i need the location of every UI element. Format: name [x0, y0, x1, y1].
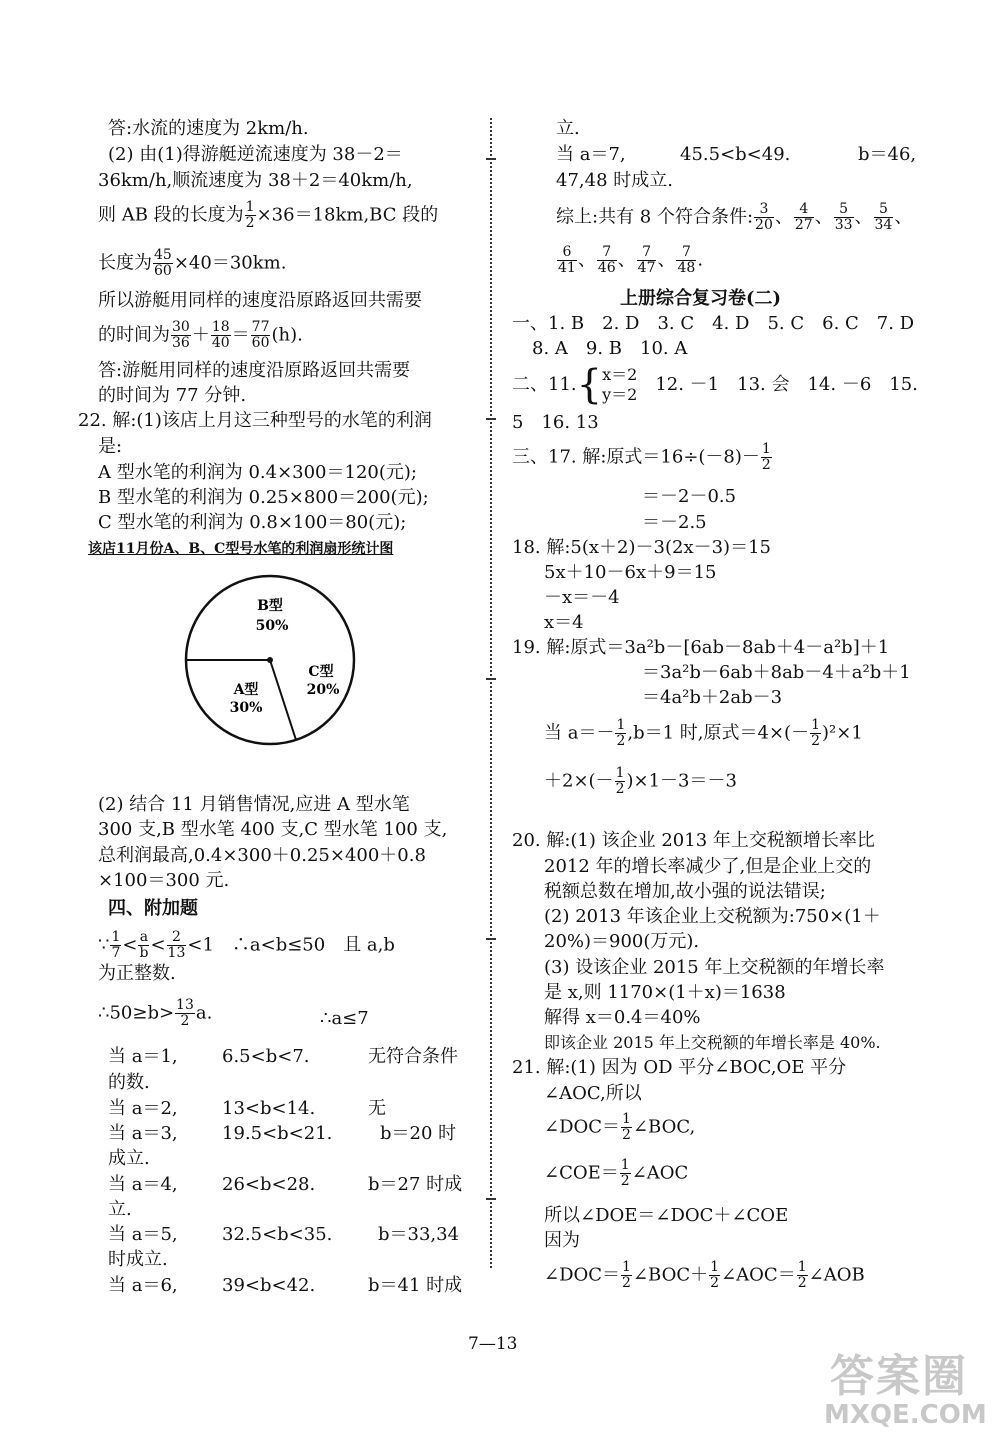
slice-label-a-name: A型	[233, 682, 259, 698]
text-line: (2) 由(1)得游艇逆流速度为 38－2＝	[108, 144, 403, 165]
slice-label-b-pct: 50%	[255, 618, 289, 634]
text-line: －x＝－4	[544, 587, 620, 608]
text-line: ＝4a²b＋2ab－3	[642, 687, 783, 708]
text-line: (2) 结合 11 月销售情况,应进 A 型水笔	[98, 794, 410, 815]
fraction: $\frac{7}{48}$	[677, 244, 696, 276]
text-line: C 型水笔的利润为 0.8×100＝80(元);	[98, 512, 407, 533]
equation-system: x＝2 y＝2	[602, 365, 638, 404]
text-line: 总利润最高,0.4×300＋0.25×400＋0.8	[98, 845, 426, 866]
text-line: ∠DOC＝ $\frac{1}{2}$ ∠BOC,	[544, 1111, 696, 1143]
case-result: b＝27 时成	[368, 1174, 463, 1195]
text-line: 即该企业 2015 年上交税额的年增长率是 40%.	[544, 1033, 881, 1052]
watermark-logo: 答案圈	[830, 1351, 968, 1402]
slice-label-b-name: B型	[257, 598, 283, 614]
answer-line: 8. A 9. B 10. A	[532, 338, 688, 359]
answer-line: 二、11.{ x＝2 y＝2 12. －1 13. 会 14. －6 15.	[512, 362, 918, 408]
case-range: 26<b<28.	[222, 1174, 316, 1195]
answer-line: 5 16. 13	[512, 412, 599, 433]
text-line: 综上:共有 8 个符合条件: $\frac{3}{20}$ 、 $\frac{4}{27}$ 、 $\frac{5}{33}$ 、 $\frac{5}{34}$ 、	[556, 201, 913, 233]
text-line: ∴a≤7	[320, 1008, 369, 1029]
answer-line: 一、1. B 2. D 3. C 4. D 5. C 6. C 7. D	[512, 313, 915, 334]
text-line: 5x＋10－6x＋9＝15	[544, 562, 717, 583]
text-line: 立.	[108, 1199, 132, 1220]
case-result: 无符合条件	[368, 1046, 458, 1067]
text-line: 18. 解:5(x＋2)－3(2x－3)＝15	[512, 537, 771, 558]
case-result: 无	[368, 1098, 386, 1119]
text-line: ∠DOC＝ $\frac{1}{2}$ ∠BOC＋ $\frac{1}{2}$ ∠AOC＝ $\frac{1}{2}$ ∠AOB	[544, 1259, 865, 1291]
text-line: 20. 解:(1) 该企业 2013 年上交税额增长率比	[512, 830, 875, 851]
case-a: 当 a＝7,	[556, 144, 626, 165]
text-line: 20%)＝900(万元).	[544, 931, 700, 952]
case-range: 13<b<14.	[222, 1098, 316, 1119]
text-line: 22. 解:(1)该店上月这三种型号的水笔的利润	[78, 410, 432, 431]
case-a: 当 a＝1,	[108, 1046, 178, 1067]
text-line: ∵ $\frac{1}{7}$ < $\frac{a}{b}$ < $\frac{2}{13}$ <1 ∴a<b≤50 且 a,b	[98, 929, 395, 961]
fraction: $\frac{1}{2}$	[245, 199, 255, 231]
text-line: ∴50≥b> $\frac{13}{2}$ a.	[98, 997, 213, 1029]
text-line: 300 支,B 型水笔 400 支,C 型水笔 100 支,	[98, 819, 448, 840]
text-line: 是 x,则 1170×(1＋x)＝1638	[544, 982, 786, 1003]
text-line: ∠AOC,所以	[544, 1083, 642, 1104]
pie-center	[267, 657, 273, 663]
case-result: b＝41 时成	[368, 1275, 463, 1296]
fraction: $\frac{3}{20}$	[755, 201, 773, 233]
text-line: 长度为 $\frac{45}{60}$ ×40＝30km.	[98, 247, 287, 279]
text-line: 当 a＝－ $\frac{1}{2}$ ,b＝1 时,原式＝4×(－ $\frac{1}{2}$ )²×1	[544, 717, 863, 749]
case-range: 39<b<42.	[222, 1275, 316, 1296]
text-line: ＋2×(－ $\frac{1}{2}$ )×1－3＝－3	[544, 765, 737, 797]
case-a: 当 a＝4,	[108, 1174, 178, 1195]
case-range: 19.5<b<21.	[222, 1123, 333, 1144]
text-line: 则 AB 段的长度为 $\frac{1}{2}$ ×36＝18km,BC 段的	[98, 199, 439, 231]
case-result: b＝20 时	[380, 1123, 457, 1144]
text-line: 是:	[98, 436, 123, 457]
fraction: $\frac{6}{41}$	[558, 244, 576, 276]
text-line: B 型水笔的利润为 0.25×800＝200(元);	[98, 487, 429, 508]
text-line: 的数.	[108, 1072, 150, 1093]
text-line: (3) 设该企业 2015 年上交税额的年增长率	[544, 957, 885, 978]
fraction: $\frac{7}{47}$	[637, 244, 656, 276]
text-line: 所以游艇用同样的速度沿原路返回共需要	[98, 290, 422, 311]
text-line: 立.	[556, 118, 580, 139]
text-line: $\frac{6}{41}$ 、 $\frac{7}{46}$ 、 $\frac{7}{47}$ 、 $\frac{7}{48}$ .	[558, 244, 704, 276]
text-line: 的时间为 77 分钟.	[98, 385, 247, 406]
case-result: b＝46,	[858, 144, 917, 165]
text-line: ＝3a²b－6ab＋8ab－4＋a²b＋1	[642, 662, 911, 683]
text-line: ∠COE＝ $\frac{1}{2}$ ∠AOC	[544, 1157, 689, 1189]
text-line: 三、17. 解:原式＝16÷(－8)－ $\frac{1}{2}$	[512, 441, 771, 473]
column-divider	[490, 118, 492, 1268]
text-line: A 型水笔的利润为 0.4×300＝120(元);	[98, 462, 417, 483]
text-line: 36km/h,顺流速度为 38＋2＝40km/h,	[98, 170, 413, 191]
text-line: 答:水流的速度为 2km/h.	[108, 118, 309, 139]
text-line: 21. 解:(1) 因为 OD 平分∠BOC,OE 平分	[512, 1057, 847, 1078]
watermark-site: MXQE.COM	[824, 1400, 987, 1430]
text-line: 为正整数.	[98, 963, 176, 984]
text-line: 答:游艇用同样的速度沿原路返回共需要	[98, 360, 411, 381]
case-a: 当 a＝3,	[108, 1123, 178, 1144]
slice-label-c-name: C型	[308, 664, 334, 680]
text-line: 2012 年的增长率减少了,但是企业上交的	[544, 856, 872, 877]
text-line: ＝－2－0.5	[642, 486, 737, 507]
fraction: $\frac{7}{46}$	[597, 244, 616, 276]
brace-icon: {	[576, 362, 603, 408]
case-a: 当 a＝6,	[108, 1275, 178, 1296]
text-line: ×100＝300 元.	[98, 870, 230, 891]
case-a: 当 a＝5,	[108, 1224, 178, 1245]
fraction: $\frac{4}{27}$	[794, 201, 813, 233]
section-heading: 四、附加题	[108, 898, 198, 919]
case-range: 32.5<b<35.	[222, 1224, 333, 1245]
text-line: 解得 x＝0.4＝40%	[544, 1007, 701, 1028]
chart-title: 该店11月份A、B、C型号水笔的利润扇形统计图	[88, 541, 394, 557]
text-line: 因为	[544, 1230, 580, 1251]
text-line: ＝－2.5	[642, 512, 707, 533]
case-range: 45.5<b<49.	[680, 144, 791, 165]
section-title: 上册综合复习卷(二)	[620, 288, 782, 309]
fraction: $\frac{5}{33}$	[834, 201, 853, 233]
text-line: 47,48 时成立.	[556, 170, 673, 191]
case-range: 6.5<b<7.	[222, 1046, 310, 1067]
text-line: 成立.	[108, 1148, 150, 1169]
page-number: 7—13	[468, 1334, 518, 1354]
text-line: (2) 2013 年该企业上交税额为:750×(1＋	[544, 906, 881, 927]
slice-label-c-pct: 20%	[306, 682, 340, 698]
case-a: 当 a＝2,	[108, 1098, 178, 1119]
text-line: 所以∠DOE＝∠DOC＋∠COE	[544, 1205, 789, 1226]
fraction: $\frac{5}{34}$	[874, 201, 893, 233]
text-line: 时成立.	[108, 1249, 168, 1270]
text-line: 税额总数在增加,故小强的说法错误;	[544, 881, 826, 902]
slice-label-a-pct: 30%	[229, 700, 263, 716]
text-line: 19. 解:原式＝3a²b－[6ab－8ab＋4－a²b]＋1	[512, 637, 890, 658]
text-line: x＝4	[544, 612, 584, 633]
pie-chart	[180, 570, 360, 750]
fraction: $\frac{45}{60}$	[154, 247, 172, 279]
case-result: b＝33,34	[378, 1224, 460, 1245]
text-line: 的时间为 $\frac{30}{36}$ ＋ $\frac{18}{40}$ ＝ $\frac{77}{60}$ (h).	[98, 319, 303, 351]
